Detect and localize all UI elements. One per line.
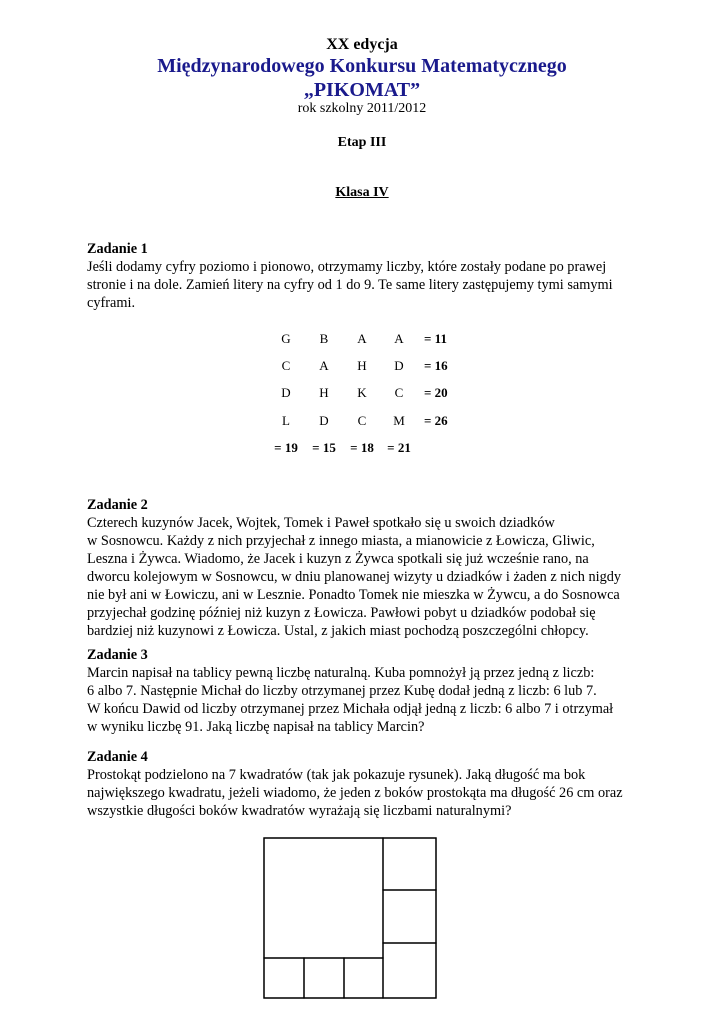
rectangle-outline [264, 838, 436, 998]
task-2-line: Leszna i Żywca. Wiadomo, że Jacek i kuzyn z Żywca spotkali się już wcześnie rano, na [87, 551, 589, 567]
grid-cell: M [393, 413, 405, 428]
task-2-line: nie był ani w Łowiczu, ani w Lesznie. Ponadto Tomek nie mieszka w Żywcu, a do Sosnowca [87, 587, 620, 603]
grid-cell: D [394, 358, 404, 373]
column-sum: = 18 [350, 440, 374, 455]
small-square-3 [344, 958, 383, 998]
column-sum: = 15 [312, 440, 336, 455]
task-4-line: wszystkie długości boków kwadratów wyrażają się liczbami naturalnymi? [87, 803, 512, 819]
grid-cell: H [319, 385, 329, 400]
row-sum: = 26 [424, 413, 448, 428]
task-3-line: Marcin napisał na tablicy pewną liczbę naturalną. Kuba pomnożył ją przez jedną z liczb: [87, 665, 595, 681]
grid-cell: L [282, 413, 290, 428]
grid-cell: C [357, 413, 367, 428]
task-2-line: Czterech kuzynów Jacek, Wojtek, Tomek i Paweł spotkało się u swoich dziadków [87, 515, 555, 531]
task-3-title: Zadanie 3 [87, 647, 148, 663]
grid-cell: C [281, 358, 291, 373]
class-label: Klasa IV [335, 185, 389, 200]
small-square-2 [304, 958, 344, 998]
task-4-line: Prostokąt podzielono na 7 kwadratów (tak jak pokazuje rysunek). Jaką długość ma bok [87, 767, 586, 783]
task-2-line: w Sosnowcu. Każdy z nich przyjechał z innego miasta, a mianowicie z Łowicza, Gliwic, [87, 533, 595, 549]
school-year: rok szkolny 2011/2012 [297, 101, 427, 116]
square-right-middle [383, 890, 436, 943]
edition-title: XX edycja [326, 36, 398, 53]
task-2-title: Zadanie 2 [87, 497, 148, 513]
grid-cell: D [281, 385, 291, 400]
grid-cell: B [319, 331, 329, 346]
grid-cell: K [357, 385, 367, 400]
task-3 [87, 646, 647, 736]
square-right-bottom [383, 943, 436, 998]
task-3-line: 6 albo 7. Następnie Michał do liczby otrzymanej przez Kubę dodał jedną z liczb: 6 lub 7. [87, 683, 597, 699]
task-2-line: przyjechał godzinę później niż kuzyn z Łowicza. Pawłowi pobyt u dziadków podobał się [87, 605, 596, 621]
task-4-line: największego kwadratu, jeżeli wiadomo, że jeden z boków prostokąta ma długość 26 cm oraz [87, 785, 623, 801]
row-sum: = 11 [424, 331, 447, 346]
contest-title: Międzynarodowego Konkursu Matematycznego [157, 55, 567, 77]
task-3-line: W końcu Dawid od liczby otrzymanej przez Michała odjął jedną z liczb: 6 albo 7 i otrzymał [87, 701, 614, 717]
grid-cell: A [319, 358, 329, 373]
contest-name: „PIKOMAT” [303, 79, 421, 101]
task-1-line: Jeśli dodamy cyfry poziomo i pionowo, otrzymamy liczby, które zostały podane po prawej [87, 259, 607, 275]
grid-cell: C [394, 385, 404, 400]
square-right-top [383, 838, 436, 890]
task-1 [87, 240, 647, 312]
row-sum: = 20 [424, 385, 448, 400]
grid-cell: A [394, 331, 404, 346]
task-2-line: bardziej niż kuzynowi z Łowicza. Ustal, z jakich miast pochodzą poszczególni chłopcy. [87, 623, 589, 639]
grid-cell: A [357, 331, 367, 346]
largest-square [264, 838, 383, 958]
task-2-line: dworcu kolejowym w Sosnowcu, w dniu planowanej wizyty u dziadków i żaden z nich nigdy [87, 569, 622, 585]
row-sum: = 16 [424, 358, 448, 373]
task-4 [87, 748, 647, 820]
task-4-title: Zadanie 4 [87, 749, 148, 765]
small-square-1 [264, 958, 304, 998]
task-1-title: Zadanie 1 [87, 241, 148, 257]
grid-cell: H [357, 358, 367, 373]
column-sum: = 19 [274, 440, 298, 455]
stage-label: Etap III [337, 135, 387, 150]
task-1-line: cyframi. [87, 295, 136, 311]
task-3-line: w wyniku liczbę 91. Jaką liczbę napisał na tablicy Marcin? [87, 719, 425, 735]
task-2 [87, 496, 647, 640]
grid-cell: D [319, 413, 329, 428]
grid-cell: G [281, 331, 291, 346]
task-1-line: stronie i na dole. Zamień litery na cyfry od 1 do 9. Te same litery zastępujemy tymi samymi [87, 277, 613, 293]
column-sum: = 21 [387, 440, 411, 455]
